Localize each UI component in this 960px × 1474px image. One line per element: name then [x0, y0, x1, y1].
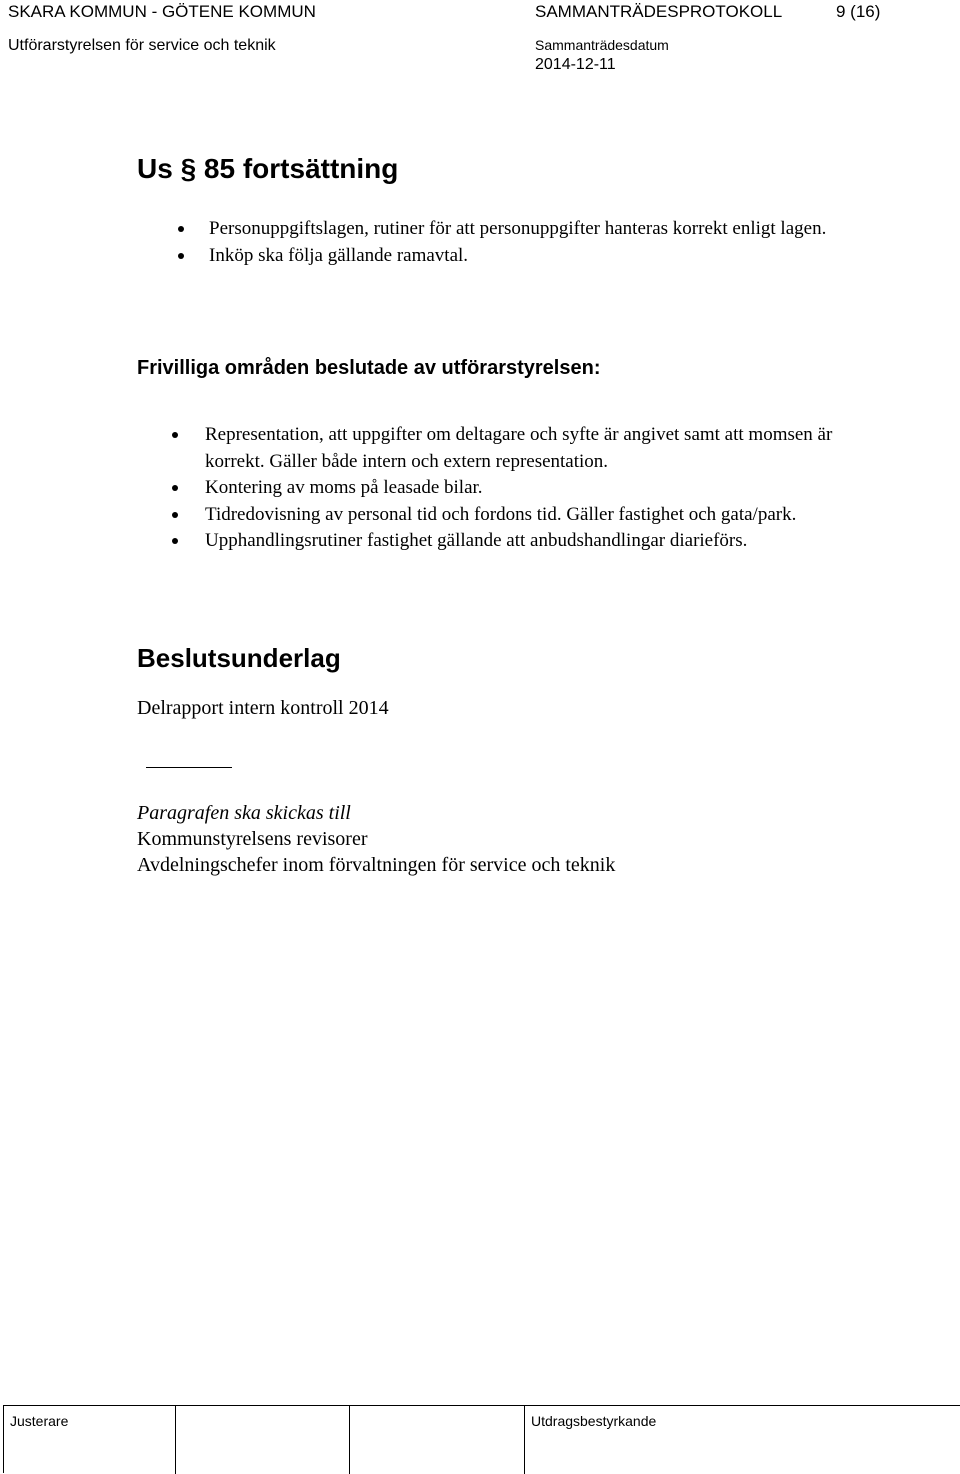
adjuster-cell [4, 1406, 176, 1474]
list-item [205, 502, 865, 529]
department-name: Utförarstyrelsen för service och teknik [8, 37, 276, 54]
meeting-date-label: Sammanträdesdatum [535, 37, 669, 53]
signature-cell [176, 1406, 350, 1474]
voluntary-areas-heading: Frivilliga områden beslutade av utförarstyrelsen: [137, 357, 601, 379]
recipient-item: Avdelningschefer inom förvaltningen för service och teknik [137, 854, 616, 876]
list-item-text: Tidredovisning av personal tid och fordons tid. Gäller fastighet och gata/park. [205, 503, 797, 525]
page-number: 9 (16) [836, 2, 881, 21]
meeting-date: 2014-12-11 [535, 56, 616, 73]
bullet-icon [172, 538, 178, 544]
bullet-icon [172, 432, 178, 438]
separator-line [146, 767, 232, 768]
list-item-text: Personuppgiftslagen, rutiner för att personuppgifter hanteras korrekt enligt lagen. [209, 218, 827, 239]
document-type: SAMMANTRÄDESPROTOKOLL [535, 2, 783, 21]
adjuster-label: Justerare [10, 1413, 69, 1429]
section-title: Us § 85 fortsättning [137, 153, 399, 184]
list-item-text: Upphandlingsrutiner fastighet gällande att anbudshandlingar diarieförs. [205, 530, 748, 551]
list-item-text: Representation, att uppgifter om deltagare och syfte är angivet samt att momsen är korrekt. Gäller både intern och extern representation. [205, 424, 833, 472]
signature-cell [350, 1406, 525, 1474]
send-to-label: Paragrafen ska skickas till [137, 802, 351, 824]
bullet-icon [172, 485, 178, 491]
extract-cell [525, 1406, 960, 1474]
list-item [209, 216, 859, 243]
bullet-icon [172, 512, 178, 518]
list-item-text: Inköp ska följa gällande ramavtal. [209, 244, 469, 266]
organization-name: SKARA KOMMUN - GÖTENE KOMMUN [8, 2, 316, 21]
bullet-icon [178, 226, 184, 232]
list-item-text: Kontering av moms på leasade bilar. [205, 477, 483, 498]
decision-basis-heading: Beslutsunderlag [137, 643, 341, 673]
bullet-icon [178, 253, 184, 259]
extract-label: Utdragsbestyrkande [531, 1413, 657, 1429]
recipient-item: Kommunstyrelsens revisorer [137, 828, 368, 850]
list-item [209, 243, 859, 270]
voluntary-areas-list [205, 422, 865, 555]
list-item [205, 528, 865, 555]
list-item [205, 422, 865, 475]
decision-basis-text: Delrapport intern kontroll 2014 [137, 697, 389, 719]
signature-table [3, 1405, 960, 1473]
list-item [205, 475, 865, 502]
control-list [209, 216, 859, 269]
